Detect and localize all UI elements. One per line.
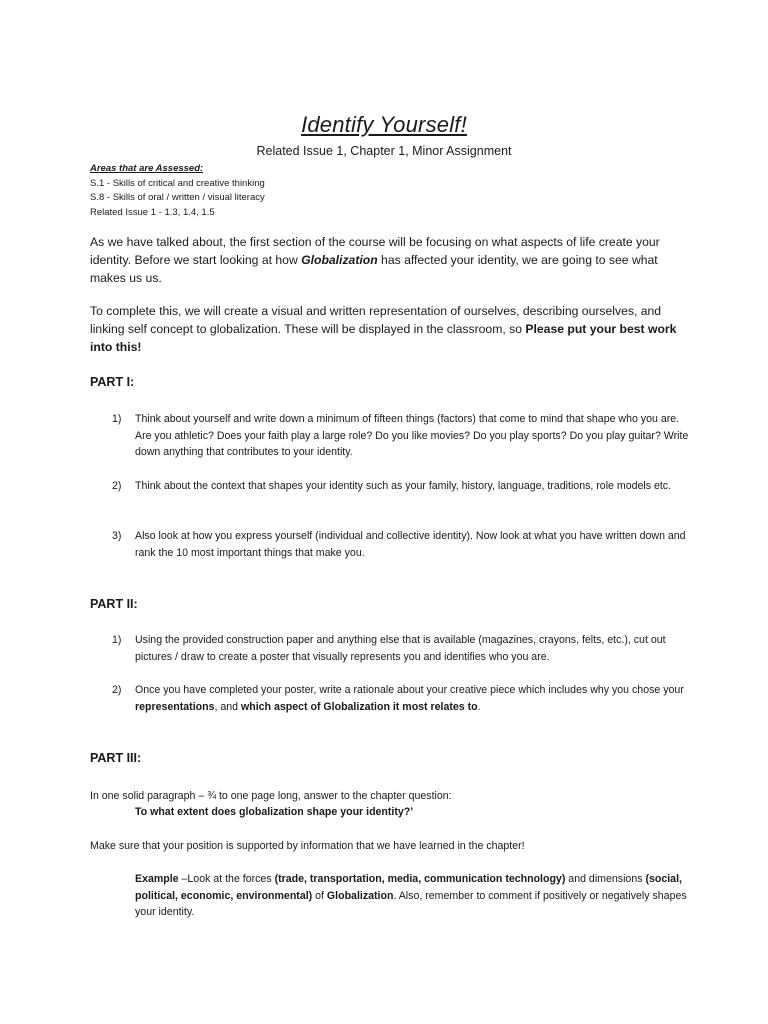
item-number: 2)	[112, 480, 122, 492]
example-paragraph	[135, 871, 695, 921]
example-globalization: Globalization	[326, 889, 394, 902]
part-1-item	[112, 528, 692, 561]
example-label: Example	[135, 873, 179, 885]
item-text: Using the provided construction paper and anything else that is available (magazines, crayons, felts, etc.), cut out pictures / draw to create a poster that visually represents you and identifies who you are.	[135, 634, 666, 663]
item-text: Think about yourself and write down a minimum of fifteen things (factors) that come to mind that shape who you are. Are you athletic? Does your faith play a large role? Do you like movies? Do you play sports? Do you play guitar? Write down anything that contributes to your identity.	[135, 413, 689, 458]
example-text: –Look at the forces	[178, 873, 275, 885]
intro-paragraph-2	[90, 302, 690, 356]
example-text: and dimensions	[565, 873, 646, 885]
item-text-part: Once you have completed your poster, write a rationale about your creative piece which includes why you chose your	[135, 684, 684, 696]
part-1-item	[112, 478, 692, 495]
item-number: 1)	[112, 634, 122, 646]
example-text: . Also, remember to comment if positively or negatively shapes your identity.	[135, 889, 687, 918]
chapter-question: To what extent does globalization shape your identity?’	[135, 806, 414, 818]
part-2-item	[112, 632, 692, 665]
item-text	[135, 682, 692, 715]
item-text: Think about the context that shapes your identity such as your family, history, language, traditions, role models etc.	[135, 480, 672, 492]
intro2-emphasis: Please put your best work into this!	[90, 322, 677, 354]
item-number: 2)	[112, 684, 122, 696]
part-3-note: Make sure that your position is supported by information that we have learned in the chapter!	[90, 840, 525, 852]
intro1-globalization: Globalization	[301, 253, 378, 267]
item-text-bold: which aspect of Globalization it most relates to	[241, 700, 478, 713]
part-1-item	[112, 411, 692, 461]
assessed-line: Related Issue 1 - 1.3, 1.4, 1.5	[90, 206, 215, 218]
assessed-line: S.8 - Skills of oral / written / visual literacy	[90, 192, 265, 203]
part-2-item	[112, 682, 692, 715]
intro2-text: To complete this, we will create a visual and written representation of ourselves, describing ourselves, and linking self concept to globalization. These will be displayed in the classroom, so	[90, 304, 662, 336]
intro1-text: As we have talked about, the first section of the course will be focusing on what aspects of life create your identity. Before we start looking at how	[90, 235, 660, 267]
assessed-line: S.1 - Skills of critical and creative thinking	[90, 177, 265, 189]
item-text: Also look at how you express yourself (individual and collective identity). Now look at what you have written down and rank the 10 most important things that make you.	[135, 530, 686, 559]
document-subtitle: Related Issue 1, Chapter 1, Minor Assignment	[256, 144, 512, 158]
intro1-text-end: has affected your identity, we are going to see what makes us us.	[90, 253, 658, 285]
assessed-areas	[90, 162, 265, 220]
part-3-heading: PART III:	[90, 751, 142, 765]
assessed-heading: Areas that are Assessed:	[90, 163, 204, 174]
example-text: of	[312, 889, 327, 902]
example-dimensions: (social, political, economic, environmental)	[135, 873, 682, 902]
intro-paragraph-1	[90, 233, 690, 287]
example-forces: (trade, transportation, media, communication technology)	[274, 873, 566, 885]
part-2-heading: PART II:	[90, 597, 138, 611]
document-title: Identify Yourself!	[301, 112, 467, 137]
item-text-part: , and	[214, 700, 241, 713]
item-text-bold: representations	[135, 700, 215, 713]
part-1-heading: PART I:	[90, 375, 135, 389]
item-text-part: .	[477, 700, 481, 713]
item-number: 1)	[112, 413, 122, 425]
part-3-instruction: In one solid paragraph – ¾ to one page long, answer to the chapter question:	[90, 790, 452, 802]
item-number: 3)	[112, 530, 122, 542]
